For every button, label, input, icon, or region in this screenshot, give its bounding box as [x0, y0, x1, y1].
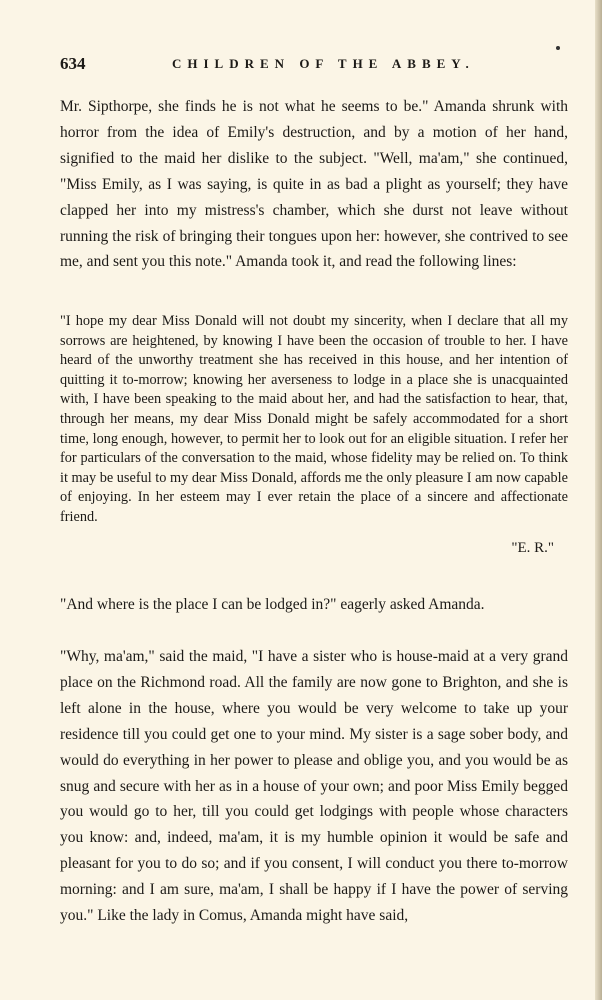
- ink-dot: [556, 46, 560, 50]
- quoted-letter: "I hope my dear Miss Donald will not doubt my sincerity, when I declare that all my sorrows are heightened, by knowing I have been the occasion of trouble to her. I have heard of the unworthy treatment she has received in this house, and her intention of quitting it to-morrow; knowing her averseness to lodge in a place she is unacquainted with, I have been speaking to the maid about her, and had the satisfaction to hear, that, through her means, my dear Miss Donald might be safely accommodated for a short time, long enough, however, to permit her to look out for an eligible situation. I refer her for particulars of the conversation to the maid, whose fidelity may be relied on. To think it may be useful to my dear Miss Donald, affords me the only pleasure I am now capable of enjoying. In her esteem may I ever retain the place of a sincere and affectionate friend.: [60, 313, 568, 525]
- page-edge: [595, 0, 602, 1000]
- page-header: [60, 54, 568, 78]
- paragraph-3: "Why, ma'am," said the maid, "I have a sister who is house-maid at a very grand place on the Richmond road. All the family are now gone to Brighton, and she is left alone in the house, where you would be very welcome to take up your residence till you could get one to your mind. My sister is a sage sober body, and would do everything in her power to please and oblige you, and you would be as snug and secure with her as in a house of your own; and poor Miss Emily begged you would go to her, till you could get lodgings with people whose characters you know: and, indeed, ma'am, it is my humble opinion it would be safe and pleasant for you to do so; and if you consent, I will conduct you there to-morrow morning: and I am sure, ma'am, I shall be happy if I have the power of serving you." Like the lady in Comus, Amanda might have said,: [60, 648, 568, 925]
- page-number: 634: [60, 54, 86, 73]
- letter-signature: "E. R.": [511, 540, 554, 556]
- paragraph-2: "And where is the place I can be lodged in?" eagerly asked Amanda.: [60, 596, 485, 613]
- running-title: CHILDREN OF THE ABBEY.: [172, 56, 475, 71]
- paragraph-1: Mr. Sipthorpe, she finds he is not what he seems to be." Amanda shrunk with horror from the idea of Emily's destruction, and by a motion of her hand, signified to the maid her dislike to the subject. "Well, ma'am," she continued, "Miss Emily, as I was saying, is quite in as bad a plight as yourself; they have clapped her into my mistress's chamber, which she durst not leave without running the risk of bringing their tongues upon her: however, she contrived to see me, and sent you this note." Amanda took it, and read the following lines:: [60, 98, 568, 271]
